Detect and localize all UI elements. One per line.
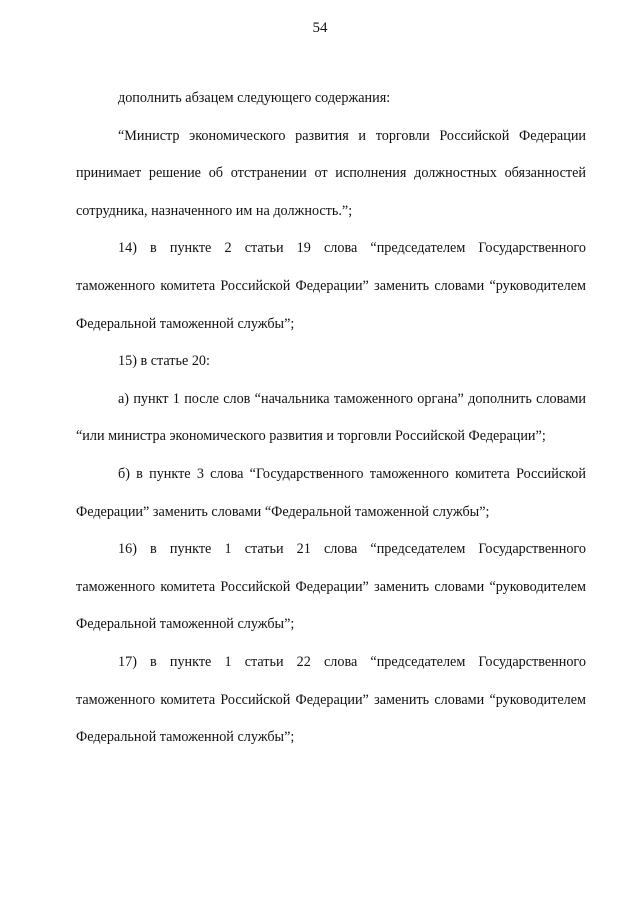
paragraph-item-15b: б) в пункте 3 слова “Государственного таможенного комитета Российской Федерации” заменить словами “Федеральной таможенной службы”; (76, 465, 586, 520)
paragraph-item-17: 17) в пункте 1 статьи 22 слова “председателем Государственного таможенного комитета Российской Федерации” заменить словами “руководителем Федеральной таможенной службы”; (76, 653, 586, 746)
paragraph-item-16: 16) в пункте 1 статьи 21 слова “председателем Государственного таможенного комитета Российской Федерации” заменить словами “руководителем Федеральной таможенной службы”; (76, 541, 586, 633)
page-number: 54 (312, 20, 328, 36)
paragraph-item-15a: а) пункт 1 после слов “начальника таможенного органа” дополнить словами “или министра экономического развития и торговли Российской Федерации”; (76, 390, 586, 445)
paragraph-minister-decision: “Министр экономического развития и торговли Российской Федерации принимает решение об отстранении от исполнения должностных обязанностей сотрудника, назначенного им на должность.”; (76, 127, 586, 219)
paragraph-item-14: 14) в пункте 2 статьи 19 слова “председателем Государственного таможенного комитета Российской Федерации” заменить словами “руководителем Федеральной таможенной службы”; (76, 240, 586, 332)
paragraph-item-15: 15) в статье 20: (118, 353, 210, 370)
document-body (76, 80, 586, 757)
paragraph-intro: дополнить абзацем следующего содержания: (118, 90, 391, 106)
